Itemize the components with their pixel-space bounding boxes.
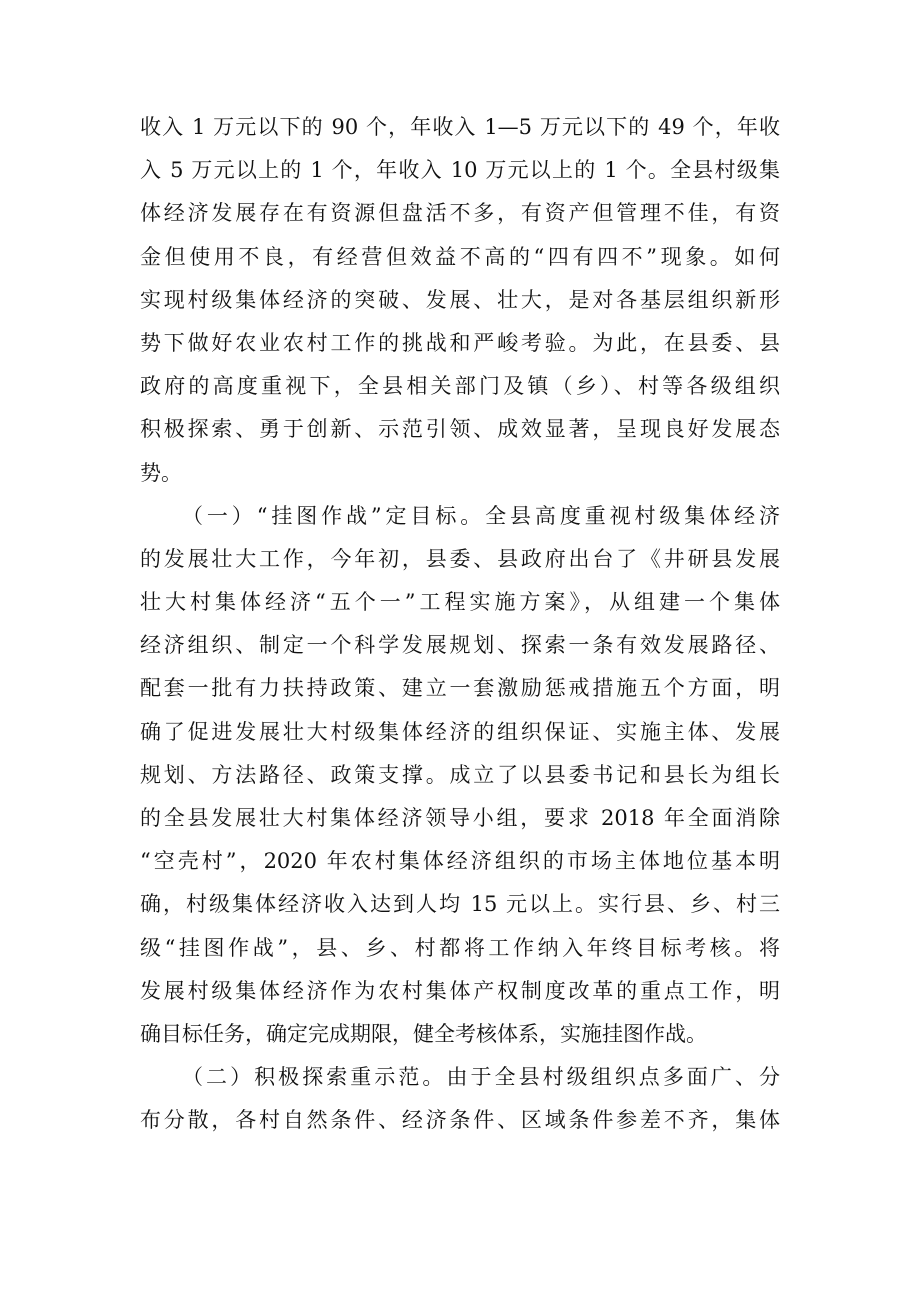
paragraph-income-summary <box>140 106 780 495</box>
text-line: 壮大村集体经济“五个一”工程实施方案》，从组建一个集体 <box>140 590 780 615</box>
body-text <box>140 106 780 1143</box>
text-line: 级“挂图作战”，县、乡、村都将工作纳入年终目标考核。将 <box>140 935 780 960</box>
paragraph-section-two <box>140 1056 780 1142</box>
text-line: 收入 1 万元以下的 90 个，年收入 1—5 万元以下的 49 个，年收 <box>140 115 780 139</box>
text-line: 确，村级集体经济收入达到人均 15 元以上。实行县、乡、村三 <box>140 892 780 917</box>
text-line: 确目标任务，确定完成期限，健全考核体系，实施挂图作战。 <box>140 1021 707 1046</box>
text-line: 实现村级集体经济的突破、发展、壮大，是对各基层组织新形 <box>140 287 780 312</box>
text-line: 政府的高度重视下，全县相关部门及镇（乡）、村等各级组织 <box>140 374 780 399</box>
section-heading-line: （二）积极探索重示范。由于全县村级组织点多面广、分 <box>182 1065 780 1090</box>
text-line: 布分散，各村自然条件、经济条件、区域条件参差不齐，集体 <box>140 1108 780 1133</box>
text-line: 金但使用不良，有经营但效益不高的“四有四不”现象。如何 <box>140 244 780 269</box>
text-line: 经济组织、制定一个科学发展规划、探索一条有效发展路径、 <box>140 633 780 658</box>
section-heading-line: （一）“挂图作战”定目标。全县高度重视村级集体经济 <box>182 503 780 528</box>
text-line: 配套一批有力扶持政策、建立一套激励惩戒措施五个方面，明 <box>140 676 780 701</box>
text-line: 入 5 万元以上的 1 个，年收入 10 万元以上的 1 个。全县村级集 <box>140 158 780 183</box>
text-line: 体经济发展存在有资源但盘活不多，有资产但管理不佳，有资 <box>140 201 780 226</box>
text-line: 的全县发展壮大村集体经济领导小组，要求 2018 年全面消除 <box>140 806 780 830</box>
text-line: “空壳村”，2020 年农村集体经济组织的市场主体地位基本明 <box>140 849 780 874</box>
text-line: 积极探索、勇于创新、示范引领、成效显著，呈现良好发展态 <box>140 417 780 442</box>
text-line: 发展村级集体经济作为农村集体产权制度改革的重点工作，明 <box>140 978 780 1003</box>
paragraph-section-one <box>140 495 780 1056</box>
text-line: 势。 <box>140 460 182 485</box>
text-line: 确了促进发展壮大村级集体经济的组织保证、实施主体、发展 <box>140 719 780 744</box>
text-line: 规划、方法路径、政策支撑。成立了以县委书记和县长为组长 <box>140 762 780 787</box>
text-line: 的发展壮大工作，今年初，县委、县政府出台了《井研县发展 <box>140 546 780 571</box>
text-line: 势下做好农业农村工作的挑战和严峻考验。为此，在县委、县 <box>140 330 780 355</box>
